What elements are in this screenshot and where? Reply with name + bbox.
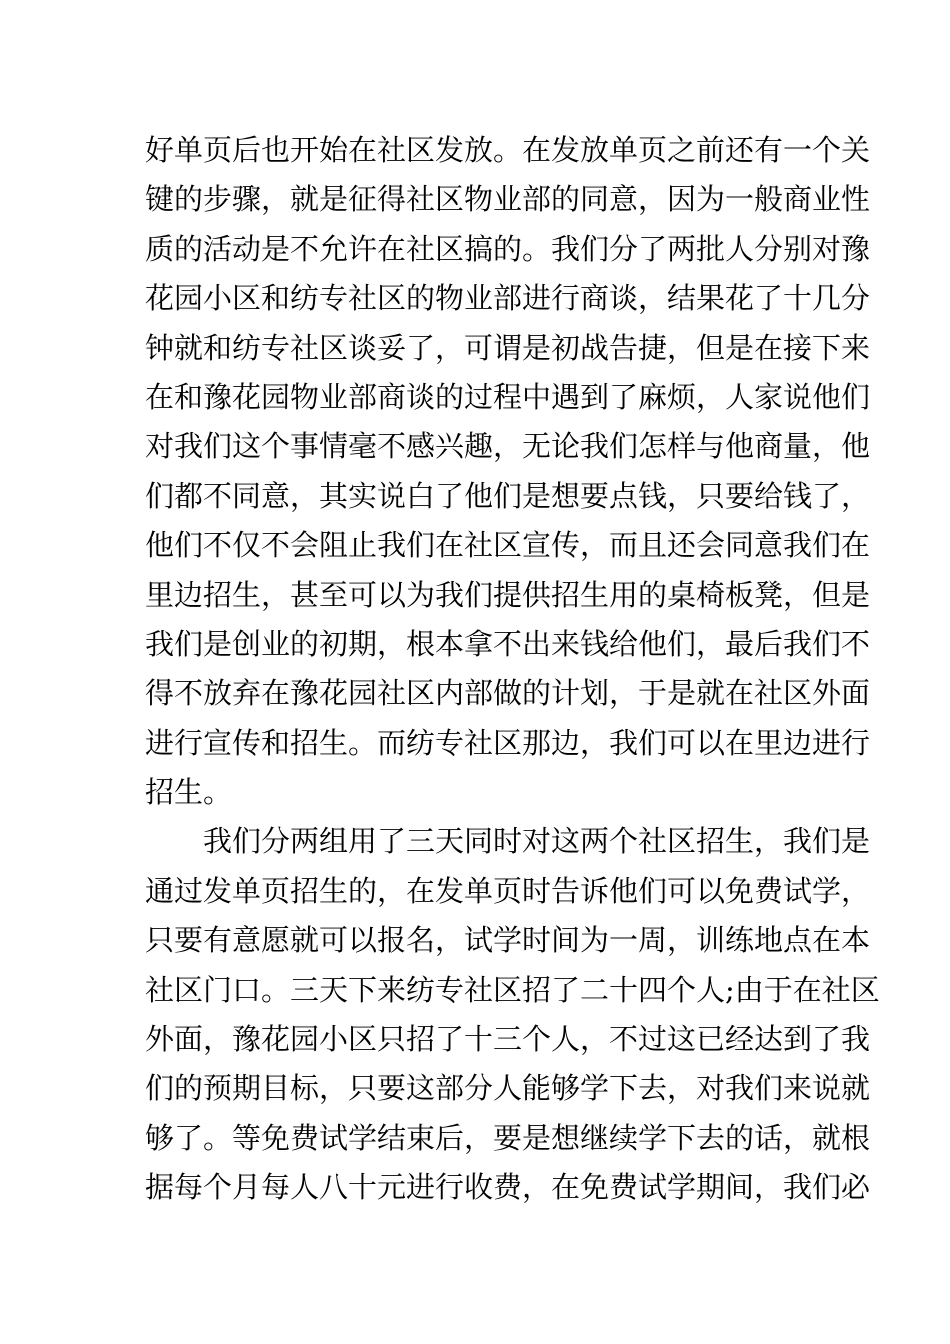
text-line: 我们是创业的初期，根本拿不出来钱给他们，最后我们不 <box>145 626 871 661</box>
text-line: 通过发单页招生的，在发单页时告诉他们可以免费试学， <box>145 873 871 908</box>
text-line: 招生。 <box>145 775 233 810</box>
text-line: 钟就和纺专社区谈妥了，可谓是初战告捷，但是在接下来 <box>145 330 871 365</box>
text-line: 质的活动是不允许在社区搞的。我们分了两批人分别对豫 <box>145 231 871 266</box>
text-line: 外面，豫花园小区只招了十三个人，不过这已经达到了我 <box>145 1022 871 1057</box>
text-line: 他们不仅不会阻止我们在社区宣传，而且还会同意我们在 <box>145 528 871 563</box>
text-line: 里边招生，甚至可以为我们提供招生用的桌椅板凳，但是 <box>145 577 871 612</box>
text-line: 们的预期目标，只要这部分人能够学下去，对我们来说就 <box>145 1071 871 1106</box>
text-line: 进行宣传和招生。而纺专社区那边，我们可以在里边进行 <box>145 725 871 760</box>
text-line: 得不放弃在豫花园社区内部做的计划，于是就在社区外面 <box>145 676 871 711</box>
text-line: 我们分两组用了三天同时对这两个社区招生，我们是 <box>203 824 871 859</box>
text-line: 社区门口。三天下来纺专社区招了二十四个人;由于在社区 <box>145 972 880 1007</box>
text-line: 在和豫花园物业部商谈的过程中遇到了麻烦，人家说他们 <box>145 379 871 414</box>
text-line: 只要有意愿就可以报名，试学时间为一周，训练地点在本 <box>145 923 871 958</box>
text-line: 键的步骤，就是征得社区物业部的同意，因为一般商业性 <box>145 182 871 217</box>
text-line: 对我们这个事情毫不感兴趣，无论我们怎样与他商量，他 <box>145 429 871 464</box>
text-line: 们都不同意，其实说白了他们是想要点钱，只要给钱了， <box>145 478 871 513</box>
text-line: 够了。等免费试学结束后，要是想继续学下去的话，就根 <box>145 1120 871 1155</box>
body-text <box>145 126 880 1213</box>
text-line: 好单页后也开始在社区发放。在发放单页之前还有一个关 <box>145 133 871 167</box>
text-line: 据每个月每人八十元进行收费，在免费试学期间，我们必 <box>145 1170 871 1205</box>
text-line: 花园小区和纺专社区的物业部进行商谈，结果花了十几分 <box>145 281 871 316</box>
